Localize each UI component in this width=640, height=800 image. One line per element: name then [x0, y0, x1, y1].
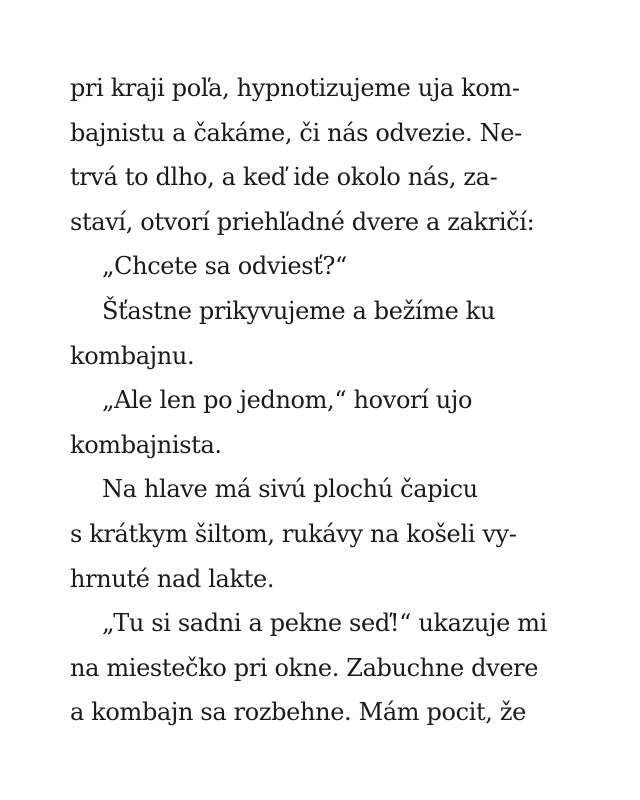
text-line: kombajnista. — [70, 430, 222, 459]
text-line: staví, otvorí priehľadné dvere a zakričí: — [70, 207, 535, 236]
text-line-indented: „Tu si sadni a pekne seď!“ ukazuje mi — [102, 609, 547, 638]
text-line: na miestečko pri okne. Zabuchne dvere — [70, 653, 539, 682]
text-line: kombajnu. — [70, 341, 195, 370]
text-line: trvá to dlho, a keď ide okolo nás, za- — [70, 163, 498, 192]
text-line: a kombajn sa rozbehne. Mám pocit, že — [70, 698, 526, 727]
text-line-indented: Na hlave má sivú plochú čapicu — [102, 475, 478, 504]
text-line: bajnistu a čakáme, či nás odvezie. Ne- — [70, 118, 522, 147]
text-line-indented: Šťastne prikyvujeme a bežíme ku — [102, 296, 496, 325]
text-line: s krátkym šiltom, rukávy na košeli vy- — [70, 519, 517, 548]
body-text — [70, 66, 580, 735]
text-line-indented: „Chcete sa odviesť?“ — [102, 252, 347, 281]
text-line: hrnuté nad lakte. — [70, 564, 275, 593]
text-line: pri kraji poľa, hypnotizujeme uja kom- — [70, 74, 520, 102]
text-line-indented: „Ale len po jednom,“ hovorí ujo — [102, 386, 473, 415]
